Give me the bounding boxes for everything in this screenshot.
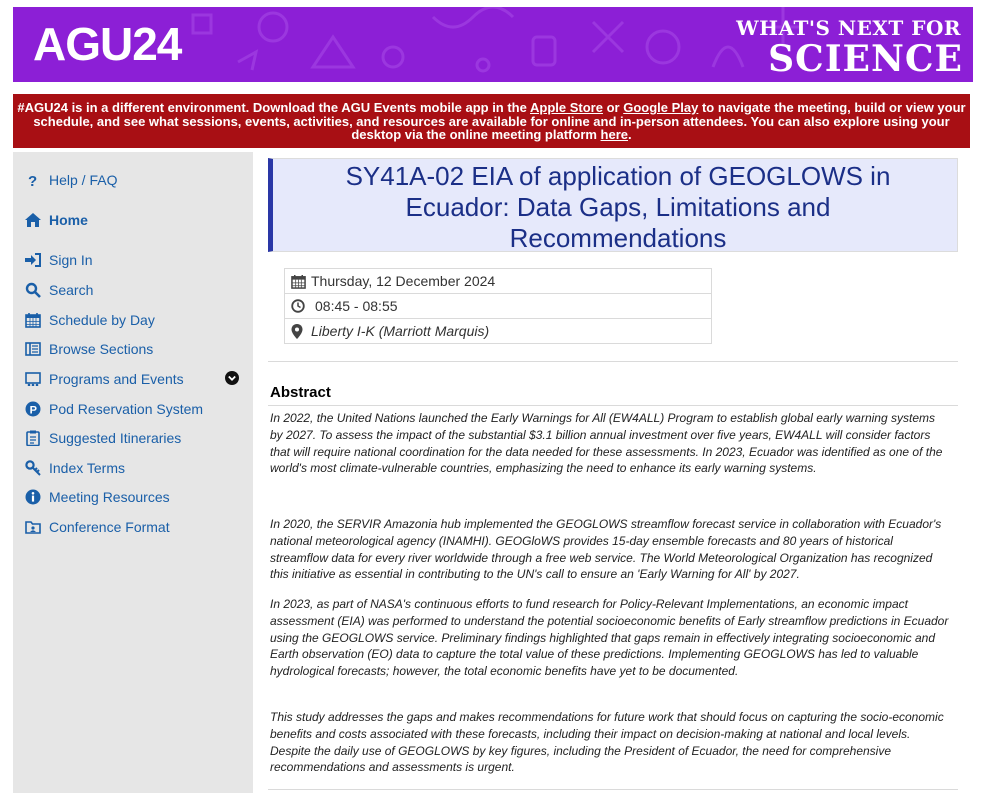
abstract-paragraph: In 2023, as part of NASA's continuous efforts to fund research for Policy-Relevant Implementations, an economic impact assessment (EIA) was performed to understand the potential socioeconomic benefits of Early streamflow predictions in Ecuador using the GEOGLOWS service. Preliminary findings highlighted that gaps remain in effectively integrating socioeconomic and Earth observation (EO) data to capture the total value of these predictions. Implementing GEOGLOWS has led to valuable hydrological forecasts; however, the total economic benefits have yet to be documented. [270,597,949,679]
chevron-down-icon[interactable] [225,371,239,385]
apple-store-link[interactable]: Apple Store [530,100,603,115]
divider [268,361,958,362]
agu24-banner [13,7,973,82]
sidebar-item-conference-format[interactable] [23,516,170,538]
online-platform-link[interactable]: here [600,127,629,142]
tagline-bottom: SCIENCE [768,38,963,80]
sidebar-item-label: Help / FAQ [49,172,118,188]
abstract-paragraph: In 2022, the United Nations launched the Early Warnings for All (EW4ALL) Program to establish global early warning systems by 2027. To assess the impact of the substantial $3.1 billion annual investment over five years, EW4ALL will consider factors that will require national coordination for the data needed for these assessments. In 2023, Ecuador was identified as one of the world's most climate-vulnerable countries, emphasizing the need to enhance its early warning systems. [270,411,943,476]
sidebar-item-label: Conference Format [49,519,170,535]
sidebar-item-label: Home [49,212,88,228]
abstract-paragraph: This study addresses the gaps and makes recommendations for future work that should focus on capturing the socio-economic benefits and costs associated with these forecasts, including their impact on decision-making at national and local levels. Despite the daily use of GEOGLOWS by key figures, including the President of Ecuador, the need for comprehensive recommendations and assessments is urgent. [270,710,944,775]
sidebar-item-label: Pod Reservation System [49,401,204,417]
sidebar-item-meeting-resources[interactable] [23,486,170,508]
sidebar-item-label: Browse Sections [49,341,154,357]
google-play-link[interactable]: Google Play [623,100,699,115]
svg-text:?: ? [28,173,38,188]
session-date: Thursday, 12 December 2024 [311,273,496,289]
app-announcement-alert [13,94,970,148]
pod-icon [23,401,43,417]
session-location-row [285,319,711,343]
sidebar-item-search[interactable] [23,279,93,301]
sidebar-item-home[interactable] [23,209,88,231]
session-title-box [268,158,958,252]
calendar-icon [291,273,307,289]
alert-text-2: or [602,100,624,115]
info-icon [23,489,43,505]
map-marker-icon [291,323,307,339]
alert-text-3: to navigate the meeting, build or view your schedule, and see what sessions, events, activities, and resources are available for online and in-person attendees. You can also explore using your desktop via the online meeting platform [33,100,966,142]
clock-icon [291,298,307,314]
sign-in-icon [23,252,43,268]
alert-text-1: #AGU24 is in a different environment. Download the AGU Events mobile app in the [17,100,530,115]
session-date-row [285,269,711,294]
key-icon [23,460,43,476]
sidebar-item-index-terms[interactable] [23,457,125,479]
home-icon [23,212,43,228]
sidebar-item-suggested-itineraries[interactable] [23,427,181,449]
sidebar-item-sign-in[interactable] [23,249,93,271]
search-icon [23,282,43,298]
sidebar-nav [13,152,253,793]
session-meta [284,268,712,344]
sidebar-item-label: Sign In [49,252,93,268]
sidebar-item-programs-and-events[interactable] [23,368,184,390]
sidebar-item-label: Index Terms [49,460,125,476]
abstract-heading: Abstract [270,384,331,401]
divider [268,789,958,790]
sidebar-item-label: Search [49,282,94,298]
sidebar-item-browse-sections[interactable] [23,338,153,360]
folder-icon [23,519,43,535]
sidebar-item-label: Programs and Events [49,371,184,387]
sidebar-item-schedule-by-day[interactable] [23,309,155,331]
tagline-top: WHAT'S NEXT FOR [736,16,961,40]
calendar-icon [23,312,43,328]
sidebar-item-label: Meeting Resources [49,489,170,505]
sidebar-item-pod-reservation-system[interactable] [23,398,203,420]
sidebar-item-label: Schedule by Day [49,312,155,328]
divider [268,405,958,406]
sidebar-item-label: Suggested Itineraries [49,430,182,446]
agu24-logo[interactable]: AGU24 [33,18,182,70]
session-time: 08:45 - 08:55 [315,298,398,314]
session-time-row [285,294,711,319]
sections-icon [23,341,43,357]
session-title: SY41A-02 EIA of application of GEOGLOWS in Ecuador: Data Gaps, Limitations and Recommendations [345,161,891,253]
question-icon [23,172,43,188]
abstract-paragraph: In 2020, the SERVIR Amazonia hub implemented the GEOGLOWS streamflow forecast service in collaboration with Ecuador's national meteorological agency (INAMHI). GEOGloWS provides 15-day ensemble forecasts and 80 years of historical streamflow data for every river worldwide through a free web service. The World Meteorological Organization has recognized this initiative as essential in contributing to the UN's call to ensure an 'Early Warning for All' by 2027. [270,517,942,582]
svg-text:P: P [29,404,37,417]
alert-text-4: . [628,127,632,142]
clipboard-icon [23,430,43,446]
sidebar-item-help-faq[interactable] [23,169,117,191]
session-location: Liberty I-K (Marriott Marquis) [311,323,490,339]
programs-icon [23,371,43,387]
